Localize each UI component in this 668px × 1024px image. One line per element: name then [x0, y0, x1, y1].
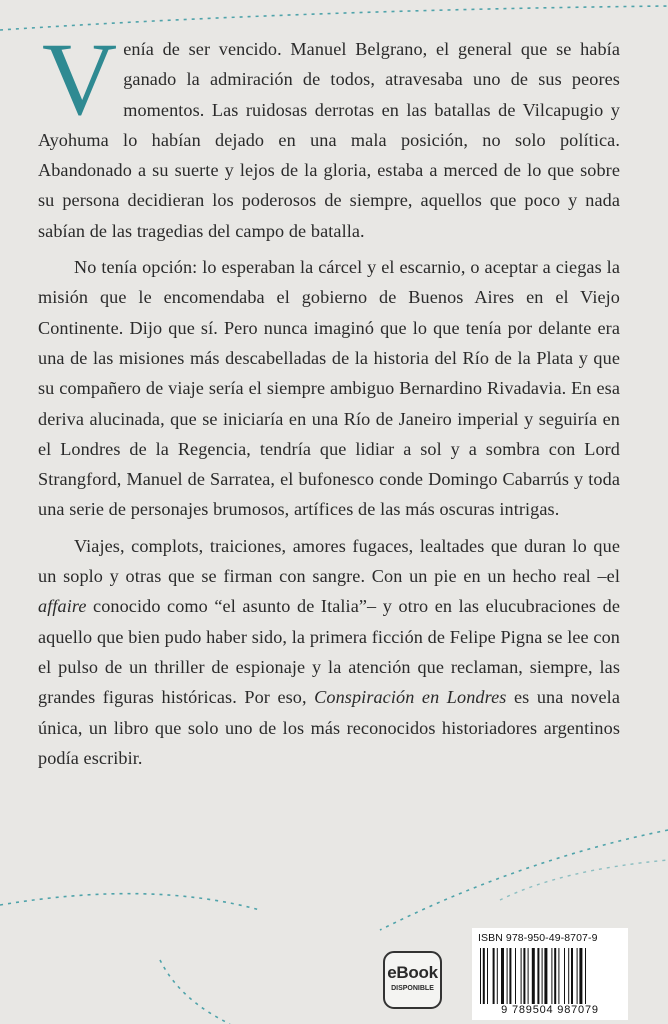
back-cover-synopsis — [38, 22, 620, 779]
isbn-label: ISBN 978-950-49-8707-9 — [478, 932, 598, 944]
paragraph-3-part-c: es una novela única, un libro que solo uno de los más reconocidos historiadores argentinos podía escribir. — [38, 687, 620, 768]
paragraph-3-part-a: Viajes, complots, traiciones, amores fugaces, lealtades que duran lo que un soplo y otras que se firman con sangre. Con un pie en un hecho real –el — [38, 535, 620, 587]
paragraph-3-italic-affaire: affaire — [38, 596, 87, 617]
paragraph-3-part-b: conocido como “el asunto de Italia”– y otro en las elucubraciones de aquello que bien pudo haber sido, la primera ficción de Felipe Pigna se lee con el pulso de un thriller de espionaje y la atención que reclaman, siempre, las grandes figuras históricas. Por eso, — [38, 596, 620, 708]
isbn-barcode — [472, 928, 628, 1020]
paragraph-2: No tenía opción: lo esperaban la cárcel y el escarnio, o aceptar a ciegas la misión que le encomendaba el gobierno de Buenos Aires en el Viejo Continente. Dijo que sí. Pero nunca imaginó que lo que tenía por delante era una de las misiones más descabelladas de la historia del Río de la Plata y que su compañero de viaje sería el siempre ambiguo Bernardino Rivadavia. En esa deriva alucinada, que se iniciaría en una Río de Janeiro imperial y seguiría en el Londres de la Regencia, tendría que lidiar a sol y a sombra con Lord Strangford, Manuel de Sarratea, el bufonesco conde Domingo Cabarrús y toda una serie de personajes brumosos, artífices de las más oscuras intrigas. — [38, 257, 620, 520]
paragraph-1-text: enía de ser vencido. Manuel Belgrano, el general que se había ganado la admiración de todos, atravesaba uno de sus peores momentos. Las ruidosas derrotas en las batallas de Vilcapugio y Ayohuma lo habían dejado en una mala posición, no solo política. Abandonado a su suerte y lejos de la gloria, estaba a merced de lo que sobre su persona decidieran los poderosos de siempre, aquellos que poco y nada sabían de las tragedias del campo de batalla. — [38, 39, 620, 241]
paragraph-3 — [38, 531, 620, 773]
drop-cap: V — [42, 22, 118, 137]
ebook-label: eBook — [387, 963, 438, 982]
ebook-available-badge — [383, 951, 442, 1009]
barcode-number: 9 789504 987079 — [501, 1004, 599, 1016]
barcode-bars — [480, 948, 620, 1004]
ebook-sublabel: DISPONIBLE — [391, 985, 434, 992]
paragraph-1 — [38, 22, 620, 246]
paragraph-3-italic-title: Conspiración en Londres — [314, 687, 507, 708]
